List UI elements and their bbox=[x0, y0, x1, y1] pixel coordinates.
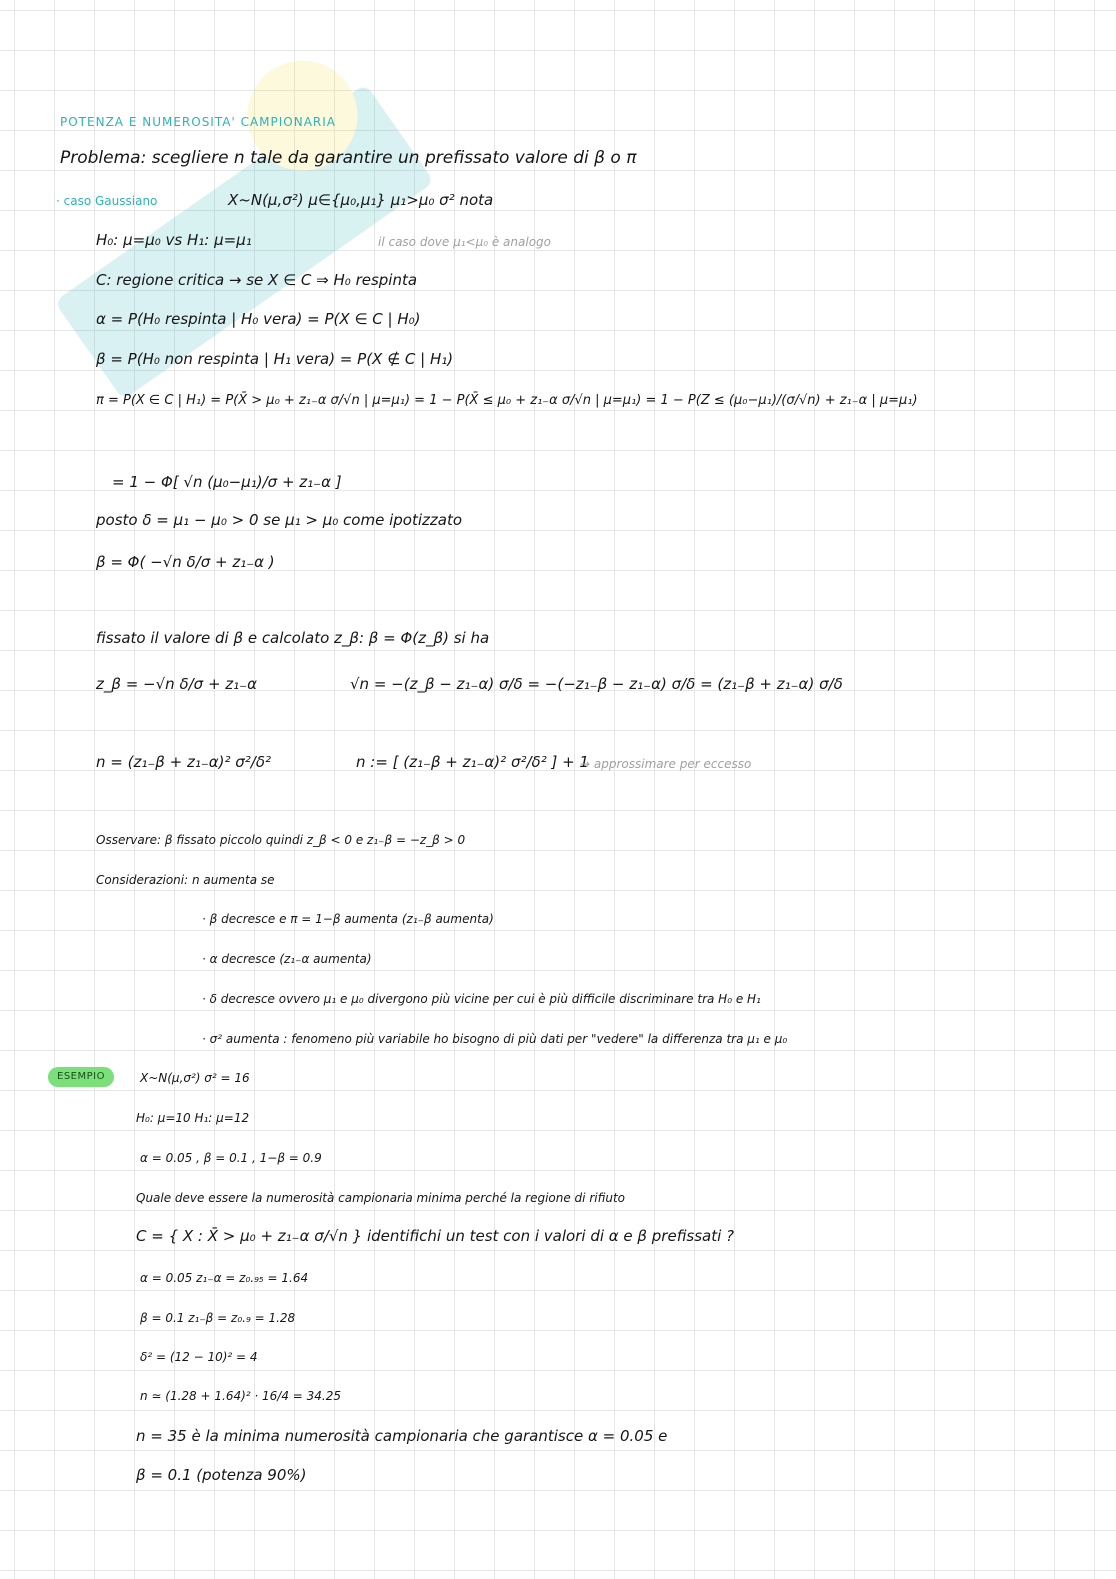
sqrtn-equation: √n = −(z_β − z₁₋α) σ/δ = −(−z₁₋β − z₁₋α) σ/δ = (z₁₋β + z₁₋α) σ/δ bbox=[350, 675, 843, 693]
example-alpha: α = 0.05 z₁₋α = z₀.₉₅ = 1.64 bbox=[140, 1271, 309, 1285]
n-ceiling-note: → approssimare per eccesso bbox=[580, 757, 752, 771]
bullet-2: · α decresce (z₁₋α aumenta) bbox=[202, 952, 372, 966]
page-title: POTENZA E NUMEROSITA' CAMPIONARIA bbox=[60, 115, 336, 129]
fix-beta: fissato il valore di β e calcolato z_β: β = Φ(z_β) si ha bbox=[96, 629, 490, 647]
example-hypotheses: H₀: μ=10 H₁: μ=12 bbox=[136, 1111, 250, 1125]
example-conclusion: n = 35 è la minima numerosità campionaria che garantisce α = 0.05 e bbox=[136, 1427, 668, 1445]
example-model: X~N(μ,σ²) σ² = 16 bbox=[140, 1071, 250, 1085]
bullet-3: · δ decresce ovvero μ₁ e μ₀ divergono più vicine per cui è più difficile discriminare tra H₀ e H₁ bbox=[202, 992, 761, 1006]
example-conclusion-2: β = 0.1 (potenza 90%) bbox=[136, 1466, 307, 1484]
example-question: Quale deve essere la numerosità campionaria minima perché la regione di rifiuto bbox=[136, 1191, 625, 1205]
beta-phi: β = Φ( −√n δ/σ + z₁₋α ) bbox=[96, 553, 275, 571]
problem-statement: Problema: scegliere n tale da garantire un prefissato valore di β o π bbox=[60, 148, 637, 168]
example-region: C = { X : X̄ > μ₀ + z₁₋α σ/√n } identifichi un test con i valori di α e β prefissati ? bbox=[136, 1227, 734, 1245]
hypotheses: H₀: μ=μ₀ vs H₁: μ=μ₁ bbox=[96, 231, 252, 249]
power-definition: π = P(X ∈ C | H₁) = P(X̄ > μ₀ + z₁₋α σ/√n | μ=μ₁) = 1 − P(X̄ ≤ μ₀ + z₁₋α σ/√n | μ=μ₁) = 1 − P(Z ≤ (μ₀−μ₁)/(σ/√n) + z₁₋α | μ=μ₁) bbox=[96, 393, 918, 408]
critical-region: C: regione critica → se X ∈ C ⇒ H₀ respinta bbox=[96, 271, 418, 289]
observe-line: Osservare: β fissato piccolo quindi z_β < 0 e z₁₋β = −z_β > 0 bbox=[96, 833, 466, 847]
bullet-4: · σ² aumenta : fenomeno più variabile ho bisogno di più dati per "vedere" la differenza tra μ₁ e μ₀ bbox=[202, 1032, 788, 1046]
example-beta: β = 0.1 z₁₋β = z₀.₉ = 1.28 bbox=[140, 1311, 296, 1325]
example-badge: ESEMPIO bbox=[48, 1067, 114, 1087]
gauss-model: X~N(μ,σ²) μ∈{μ₀,μ₁} μ₁>μ₀ σ² nota bbox=[228, 191, 494, 209]
hypotheses-note: il caso dove μ₁<μ₀ è analogo bbox=[378, 235, 552, 249]
n-equation: n = (z₁₋β + z₁₋α)² σ²/δ² bbox=[96, 753, 272, 771]
alpha-definition: α = P(H₀ respinta | H₀ vera) = P(X ∈ C | H₀) bbox=[96, 310, 421, 328]
beta-definition: β = P(H₀ non respinta | H₁ vera) = P(X ∉ C | H₁) bbox=[96, 350, 454, 368]
gauss-case-label: · caso Gaussiano bbox=[56, 194, 158, 208]
example-delta: δ² = (12 − 10)² = 4 bbox=[140, 1350, 258, 1364]
example-n: n ≃ (1.28 + 1.64)² · 16/4 = 34.25 bbox=[140, 1389, 342, 1403]
power-phi: = 1 − Φ[ √n (μ₀−μ₁)/σ + z₁₋α ] bbox=[112, 473, 342, 491]
bullet-1: · β decresce e π = 1−β aumenta (z₁₋β aumenta) bbox=[202, 912, 494, 926]
zbeta-equation: z_β = −√n δ/σ + z₁₋α bbox=[96, 675, 257, 693]
considerations-line: Considerazioni: n aumenta se bbox=[96, 873, 275, 887]
delta-definition: posto δ = μ₁ − μ₀ > 0 se μ₁ > μ₀ come ipotizzato bbox=[96, 511, 462, 529]
n-ceiling-equation: n := [ (z₁₋β + z₁₋α)² σ²/δ² ] + 1 bbox=[356, 753, 589, 771]
example-params: α = 0.05 , β = 0.1 , 1−β = 0.9 bbox=[140, 1151, 322, 1165]
